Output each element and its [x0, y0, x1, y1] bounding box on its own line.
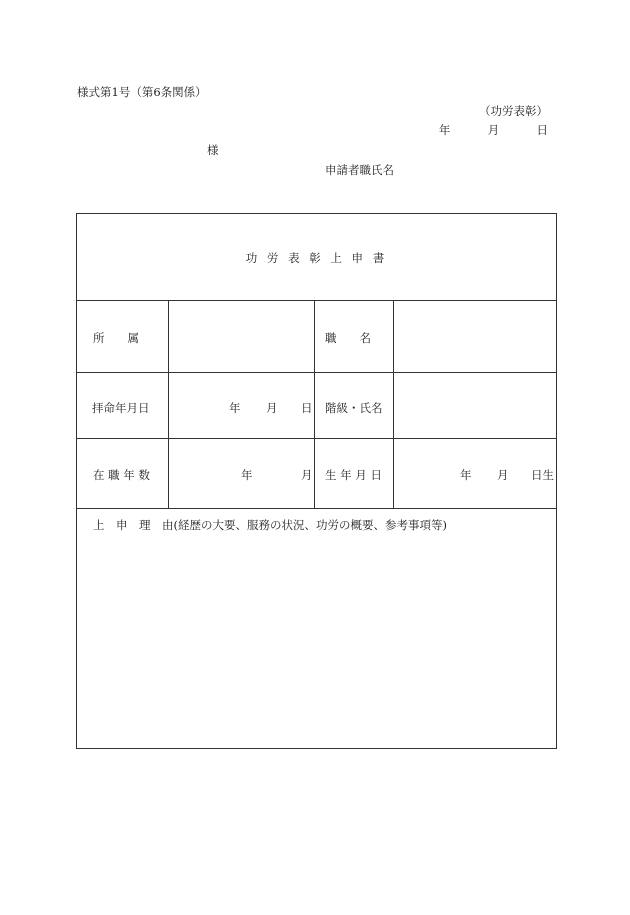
appointment-month-unit: 月 [266, 401, 278, 415]
rank-name-value[interactable] [394, 373, 556, 437]
form-title: 功 労 表 彰 上 申 書 [245, 251, 388, 265]
birth-month-unit: 月 [497, 468, 509, 482]
rank-name-label: 階級・氏名 [325, 401, 383, 415]
reason-heading [93, 517, 447, 533]
date-year: 年 [438, 123, 451, 137]
date-line [439, 122, 548, 138]
application-form-table [76, 213, 557, 749]
service-month-unit: 月 [301, 468, 313, 482]
date-month: 月 [487, 123, 500, 137]
years-of-service-label: 在 職 年 数 [93, 468, 150, 482]
reason-value[interactable] [78, 536, 555, 746]
addressee-suffix: 様 [207, 143, 219, 157]
appointment-date-label: 拝命年月日 [92, 401, 150, 415]
reason-note: (経歴の大要、服務の状況、功労の概要、参考事項等) [173, 518, 447, 532]
date-day: 日 [536, 123, 548, 137]
affiliation-value[interactable] [169, 301, 313, 371]
birth-date-label: 生 年 月 日 [325, 468, 382, 482]
applicant-name-label: 申請者職氏名 [325, 163, 394, 177]
birth-year-unit: 年 [460, 468, 472, 482]
job-title-value[interactable] [394, 301, 556, 371]
form-number: 様式第1号（第6条関係） [77, 85, 207, 99]
award-type-label: （功労表彰） [479, 104, 548, 118]
appointment-year-unit: 年 [229, 401, 241, 415]
appointment-day-unit: 日 [301, 401, 313, 415]
service-year-unit: 年 [241, 468, 253, 482]
reason-label: 上 申 理 由 [93, 518, 174, 532]
affiliation-label: 所 属 [93, 331, 139, 345]
birth-day-unit: 日生 [531, 468, 554, 482]
job-title-label: 職 名 [325, 331, 371, 345]
